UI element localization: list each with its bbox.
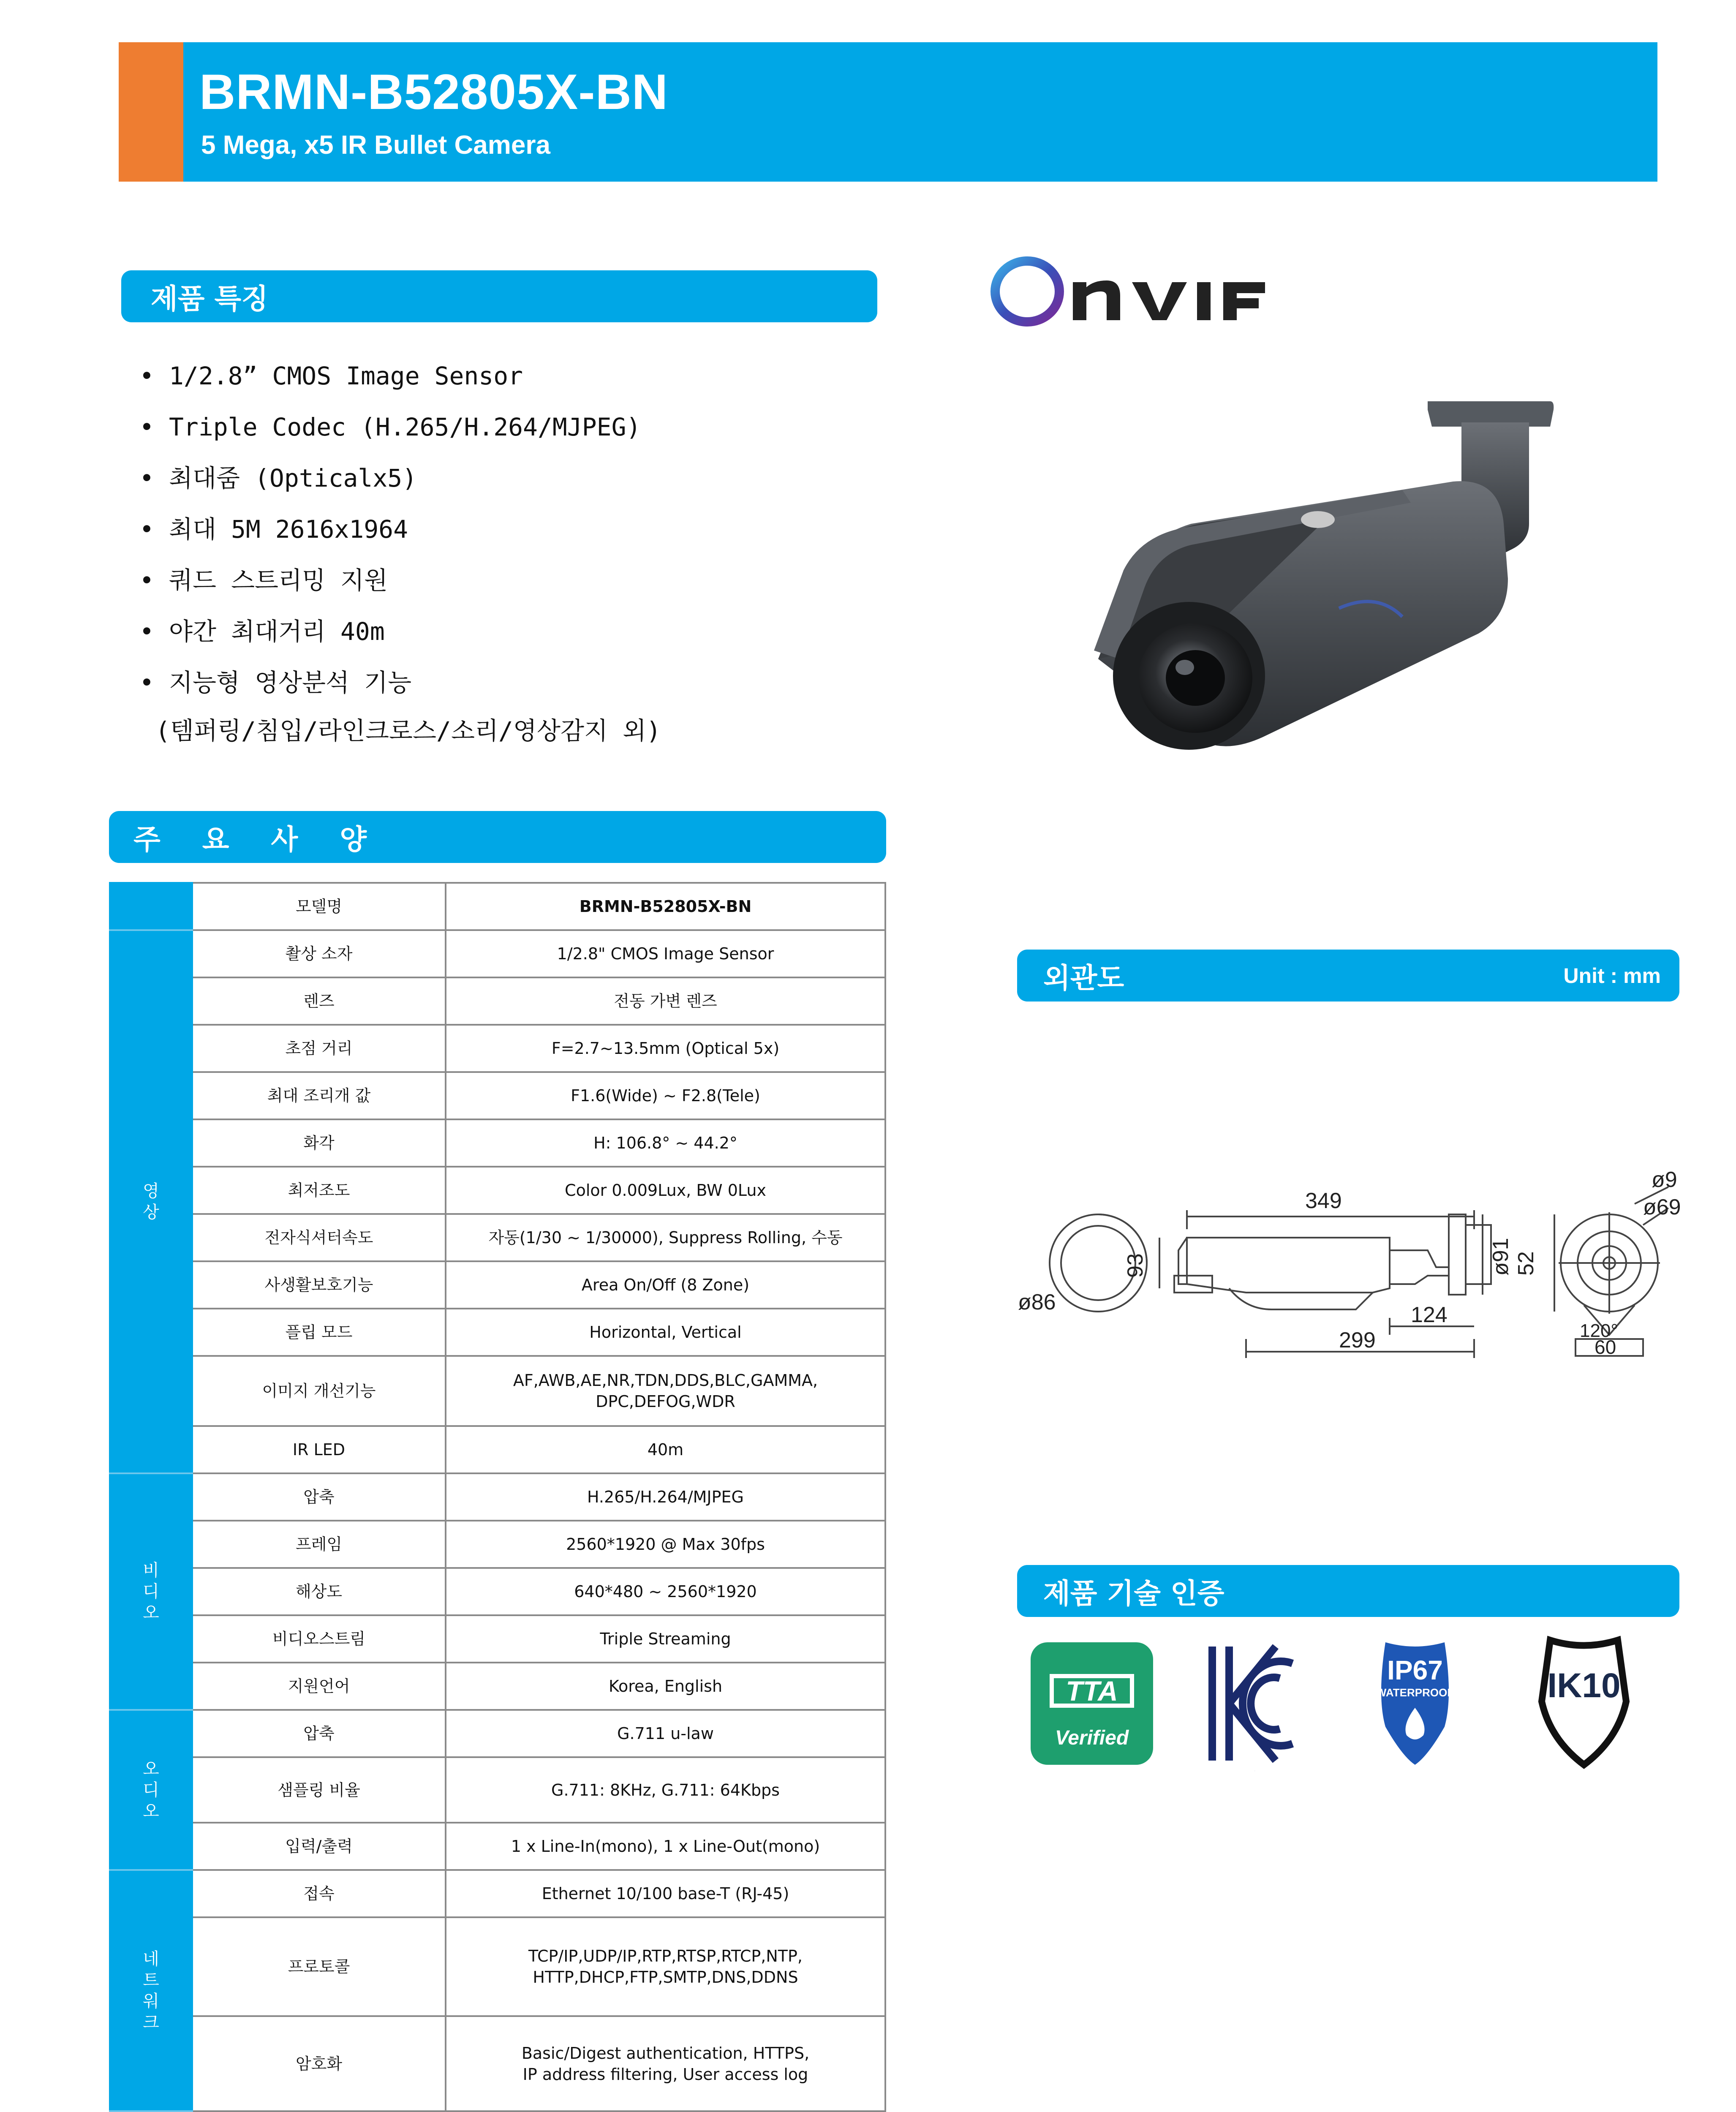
spec-value: Area On/Off (8 Zone) <box>446 1261 885 1309</box>
certification-section-header <box>1017 1565 1679 1617</box>
spec-category: 네트워크 <box>110 1870 192 2111</box>
product-subtitle: 5 Mega, x5 IR Bullet Camera <box>201 131 550 160</box>
dim-angle: 120° <box>1580 1320 1619 1341</box>
ik10-badge <box>1542 1640 1626 1765</box>
table-row <box>110 1710 885 1757</box>
spec-value: 1/2.8" CMOS Image Sensor <box>446 930 885 977</box>
features-section-header <box>121 270 877 322</box>
spec-label: 샘플링 비율 <box>192 1757 446 1823</box>
table-row <box>110 1917 885 2016</box>
spec-value: TCP/IP,UDP/IP,RTP,RTSP,RTCP,NTP, HTTP,DHCP,FTP,SMTP,DNS,DDNS <box>446 1917 885 2016</box>
features-title: 제품 특징 <box>151 283 269 315</box>
spec-value: Korea, English <box>446 1663 885 1710</box>
spec-value: Basic/Digest authentication, HTTPS, IP address filtering, User access log <box>446 2016 885 2111</box>
table-row <box>110 1521 885 1568</box>
table-row <box>110 1167 885 1214</box>
dim-base-w: 60 <box>1595 1336 1616 1358</box>
table-row <box>110 1823 885 1870</box>
spec-label: 최저조도 <box>192 1167 446 1214</box>
ip67-sub-label: WATERPROOF <box>1376 1686 1454 1699</box>
product-model-title: BRMN-B52805X-BN <box>199 64 669 120</box>
spec-label: 촬상 소자 <box>192 930 446 977</box>
table-row <box>110 1119 885 1167</box>
spec-value: AF,AWB,AE,NR,TDN,DDS,BLC,GAMMA, DPC,DEFOG,WDR <box>446 1356 885 1426</box>
table-row <box>110 1663 885 1710</box>
spec-label: 해상도 <box>192 1568 446 1615</box>
certification-title: 제품 기술 인증 <box>1043 1577 1224 1610</box>
spec-value: 2560*1920 @ Max 30fps <box>446 1521 885 1568</box>
spec-label: IR LED <box>192 1426 446 1473</box>
spec-label: 지원언어 <box>192 1663 446 1710</box>
spec-category: 영상 <box>110 930 192 1473</box>
ik10-label: IK10 <box>1547 1666 1621 1705</box>
spec-label: 압축 <box>192 1473 446 1521</box>
spec-value: G.711 u-law <box>446 1710 885 1757</box>
table-row <box>110 1473 885 1521</box>
tta-verified-badge <box>1031 1642 1153 1765</box>
spec-value: H: 106.8° ~ 44.2° <box>446 1119 885 1167</box>
table-row <box>110 977 885 1025</box>
spec-label: 프레임 <box>192 1521 446 1568</box>
spec-value: Color 0.009Lux, BW 0Lux <box>446 1167 885 1214</box>
spec-value: 전동 가변 렌즈 <box>446 977 885 1025</box>
kc-label: KC <box>1254 1771 1255 1772</box>
feature-item: • 최대줌 (Opticalx5) <box>139 464 417 493</box>
onvif-logo <box>988 249 1276 334</box>
dimension-drawing <box>1009 1140 1681 1360</box>
table-row <box>110 1214 885 1261</box>
spec-label: 최대 조리개 값 <box>192 1072 446 1119</box>
kc-mark-badge <box>1212 1647 1292 1772</box>
spec-label: 화각 <box>192 1119 446 1167</box>
spec-value: 자동(1/30 ~ 1/30000), Suppress Rolling, 수동 <box>446 1214 885 1261</box>
table-row <box>110 1426 885 1473</box>
dim-length: 349 <box>1305 1189 1342 1213</box>
tta-label: TTA <box>1066 1675 1118 1706</box>
spec-label: 모델명 <box>192 883 446 930</box>
spec-label: 비디오스트림 <box>192 1615 446 1663</box>
dimension-title: 외관도 <box>1043 962 1124 994</box>
spec-label: 암호화 <box>192 2016 446 2111</box>
spec-value: Ethernet 10/100 base-T (RJ-45) <box>446 1870 885 1917</box>
spec-value: BRMN-B52805X-BN <box>446 883 885 930</box>
spec-value: F=2.7~13.5mm (Optical 5x) <box>446 1025 885 1072</box>
table-row <box>110 1615 885 1663</box>
dimension-unit: Unit : mm <box>1563 963 1661 988</box>
table-row <box>110 1568 885 1615</box>
table-row <box>110 1870 885 1917</box>
table-row <box>110 1757 885 1823</box>
feature-list <box>139 351 641 708</box>
table-row <box>110 1072 885 1119</box>
dim-bracket: 124 <box>1411 1303 1448 1327</box>
spec-label: 압축 <box>192 1710 446 1757</box>
spec-label: 초점 거리 <box>192 1025 446 1072</box>
dim-hole: ø9 <box>1652 1168 1677 1192</box>
spec-value: 1 x Line-In(mono), 1 x Line-Out(mono) <box>446 1823 885 1870</box>
table-row <box>110 2016 885 2111</box>
dim-base: ø69 <box>1643 1195 1681 1219</box>
spec-value: F1.6(Wide) ~ F2.8(Tele) <box>446 1072 885 1119</box>
dimension-section-header <box>1017 950 1679 1002</box>
spec-label: 접속 <box>192 1870 446 1917</box>
spec-label: 이미지 개선기능 <box>192 1356 446 1426</box>
spec-category: 오디오 <box>110 1710 192 1870</box>
dim-dia-main: ø91 <box>1488 1238 1513 1276</box>
spec-value: 40m <box>446 1426 885 1473</box>
feature-item: • 지능형 영상분석 기능 <box>139 668 412 697</box>
ip67-waterproof-badge <box>1376 1642 1454 1765</box>
spec-label: 플립 모드 <box>192 1309 446 1356</box>
spec-label: 프로토콜 <box>192 1917 446 2016</box>
dim-mount-h: 52 <box>1514 1251 1538 1276</box>
dim-body: 299 <box>1339 1328 1376 1353</box>
ip67-label: IP67 <box>1387 1655 1443 1685</box>
feature-item: • 최대 5M 2616x1964 <box>139 515 408 544</box>
spec-value: Triple Streaming <box>446 1615 885 1663</box>
certification-badges <box>1022 1634 1681 1773</box>
spec-label: 렌즈 <box>192 977 446 1025</box>
dim-height: 93 <box>1123 1253 1148 1278</box>
table-row <box>110 1025 885 1072</box>
spec-label: 입력/출력 <box>192 1823 446 1870</box>
feature-item: • 쿼드 스트리밍 지원 <box>139 566 388 595</box>
spec-label: 전자식셔터속도 <box>192 1214 446 1261</box>
spec-value: Horizontal, Vertical <box>446 1309 885 1356</box>
dim-dia-front: ø86 <box>1018 1290 1056 1315</box>
table-row <box>110 930 885 977</box>
table-row <box>110 1261 885 1309</box>
spec-category: 비디오 <box>110 1473 192 1710</box>
tta-verified-label: Verified <box>1055 1727 1129 1749</box>
header-accent-bar <box>119 42 183 182</box>
feature-item: • 1/2.8” CMOS Image Sensor <box>139 362 523 390</box>
feature-item: • Triple Codec (H.265/H.264/MJPEG) <box>139 413 641 441</box>
spec-section-header <box>109 811 886 863</box>
spec-table <box>109 882 886 2112</box>
spec-value: 640*480 ~ 2560*1920 <box>446 1568 885 1615</box>
spec-label: 사생활보호기능 <box>192 1261 446 1309</box>
table-row <box>110 1309 885 1356</box>
table-row <box>110 1356 885 1426</box>
camera-product-image <box>1081 397 1580 769</box>
spec-value: H.265/H.264/MJPEG <box>446 1473 885 1521</box>
feature-note: (템퍼링/침입/라인크로스/소리/영상감지 외) <box>155 716 661 745</box>
spec-value: G.711: 8KHz, G.711: 64Kbps <box>446 1757 885 1823</box>
feature-item: • 야간 최대거리 40m <box>139 617 385 646</box>
spec-title: 주 요 사 양 <box>133 823 383 856</box>
table-row <box>110 883 885 930</box>
spec-category-blank <box>110 883 192 930</box>
